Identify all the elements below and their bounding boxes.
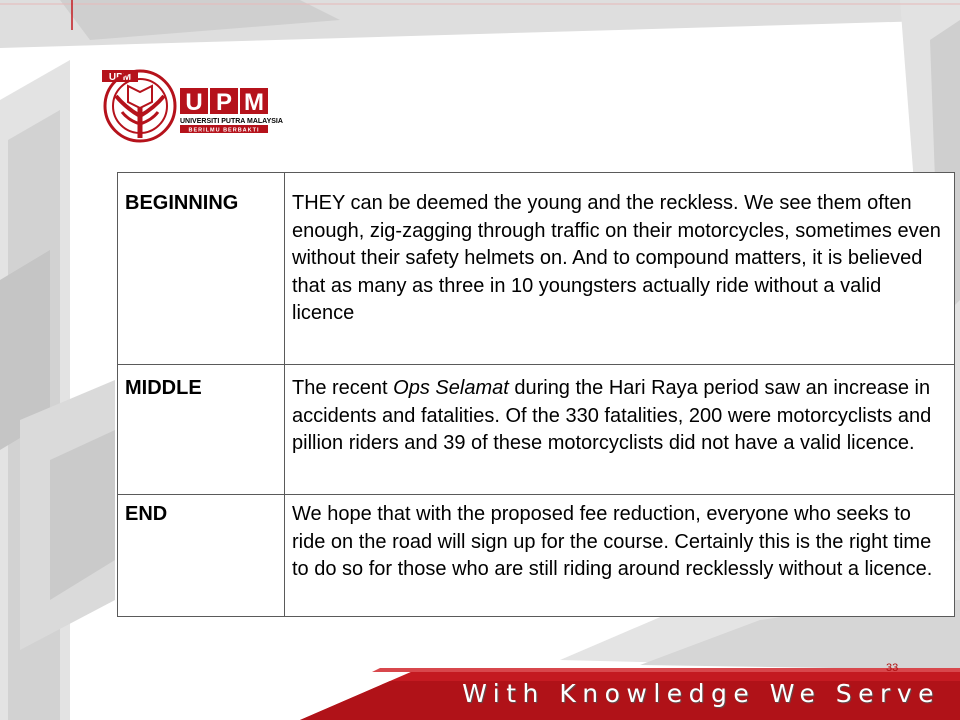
text-segment: The recent (292, 377, 394, 399)
table-row-end (118, 495, 955, 617)
svg-text:P: P (215, 89, 233, 116)
page-number: 33 (886, 662, 899, 674)
table-body (118, 173, 955, 617)
table-row-middle (118, 365, 955, 495)
row-label: BEGINNING (118, 173, 285, 365)
upm-emblem-icon (100, 66, 290, 150)
upm-logo (100, 66, 290, 150)
italic-term: Ops Selamat (393, 377, 509, 399)
footer-slogan: With Knowledge We Serve (462, 678, 940, 708)
content-table (117, 172, 955, 617)
table-row-beginning (118, 173, 955, 365)
row-text (285, 173, 955, 365)
svg-text:U: U (185, 89, 203, 116)
svg-text:UNIVERSITI PUTRA MALAYSIA: UNIVERSITI PUTRA MALAYSIA (180, 118, 283, 125)
row-label: MIDDLE (118, 365, 285, 495)
row-label: END (118, 495, 285, 617)
row-text (285, 495, 955, 617)
svg-text:M: M (244, 89, 264, 116)
text-segment: We hope that with the proposed fee reduction, everyone who seeks to ride on the road will sign up for the course. Certainly this is the right time to do so for those who are still riding around recklessly without a licence. (292, 503, 933, 581)
svg-text:BERILMU BERBAKTI: BERILMU BERBAKTI (188, 127, 260, 134)
text-segment: THEY can be deemed the young and the reckless. We see them often enough, zig-zagging through traffic on their motorcycles, sometimes even without their safety helmets on. And to compound matters, it is believed that as many as three in 10 youngsters actually ride without a valid licence (292, 192, 941, 325)
row-text (285, 365, 955, 495)
text-segment: during the Hari Raya period saw an increase in accidents and fatalities. Of the 330 fatalities, 200 were motorcyclists and pillion riders and 39 of these motorcyclists did not have a valid licence. (292, 377, 932, 455)
svg-text:UPM: UPM (108, 72, 132, 83)
